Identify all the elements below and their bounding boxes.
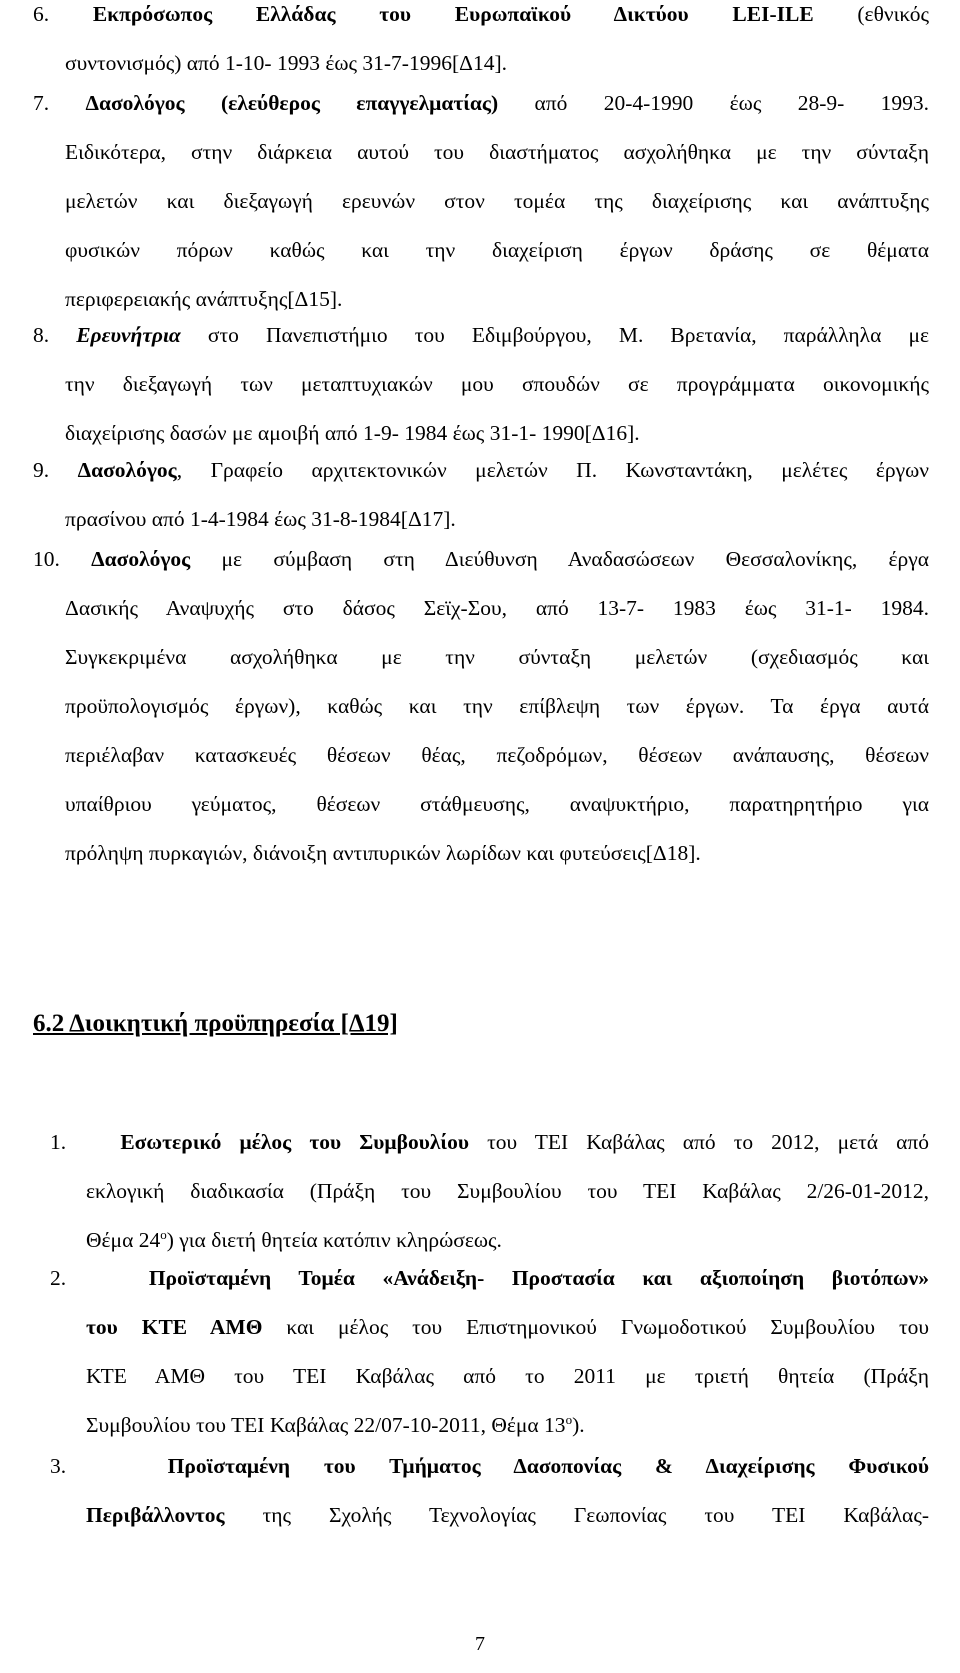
list-item	[33, 535, 929, 878]
list-item	[50, 1442, 929, 1540]
item-line: πρόληψη πυρκαγιών, διάνοιξη αντιπυρικών λωρίδων και φυτεύσεις[Δ18].	[65, 841, 701, 865]
list-item	[50, 1254, 929, 1450]
item-line: μελετών και διεξαγωγή ερευνών στον τομέα της διαχείρισης και ανάπτυξης	[65, 189, 929, 213]
item-line: διαχείρισης δασών με αμοιβή από 1-9- 1984 έως 31-1- 1990[Δ16].	[65, 421, 640, 445]
item-line: την διεξαγωγή των μεταπτυχιακών μου σπουδών σε προγράμματα οικονομικής	[65, 372, 929, 396]
item-line: ΚΤΕ ΑΜΘ του ΤΕΙ Καβάλας από το 2011 με τριετή θητεία (Πράξη	[86, 1364, 929, 1388]
item-line: Ειδικότερα, στην διάρκεια αυτού του διαστήματος ασχολήθηκα με την σύνταξη	[65, 140, 929, 164]
item-title: Προϊσταμένη του Τμήματος Δασοπονίας & Διαχείρισης Φυσικού	[167, 1454, 929, 1478]
section-heading: 6.2 Διοικητική προϋπηρεσία [Δ19]	[33, 1010, 398, 1037]
item-text: (εθνικός	[813, 2, 929, 26]
list-item	[33, 79, 929, 324]
item-number: 2.	[50, 1266, 67, 1290]
item-text: Συμβουλίου του ΤΕΙ Καβάλας 22/07-10-2011, Θέμα 13	[86, 1413, 566, 1437]
item-line: πρασίνου από 1-4-1984 έως 31-8-1984[Δ17].	[65, 507, 456, 531]
item-line: συντονισμός) από 1-10- 1993 έως 31-7-1996[Δ14].	[65, 51, 507, 75]
item-text: της Σχολής Τεχνολογίας Γεωπονίας του ΤΕΙ Καβάλας-	[224, 1503, 929, 1527]
item-text: στο Πανεπιστήμιο του Εδιμβούργου, Μ. Βρετανία, παράλληλα με	[180, 323, 929, 347]
item-title: Δασολόγος (ελεύθερος επαγγελματίας)	[85, 91, 499, 115]
item-title: Εσωτερικό μέλος του Συμβουλίου	[120, 1130, 469, 1154]
item-line: φυσικών πόρων καθώς και την διαχείριση έργων δράσης σε θέματα	[65, 238, 929, 262]
item-line: περιέλαβαν κατασκευές θέσεων θέας, πεζοδρόμων, θέσεων ανάπαυσης, θέσεων	[65, 743, 929, 767]
list-item	[33, 446, 929, 544]
item-text: Θέμα 24	[86, 1228, 161, 1252]
item-line: Δασικής Αναψυχής στο δάσος Σεϊχ-Σου, από 13-7- 1983 έως 31-1- 1984.	[65, 596, 929, 620]
item-line: υπαίθριου γεύματος, θέσεων στάθμευσης, αναψυκτήριο, παρατηρητήριο για	[65, 792, 929, 816]
item-line: Συγκεκριμένα ασχολήθηκα με την σύνταξη μελετών (σχεδιασμός και	[65, 645, 929, 669]
item-number: 9.	[33, 458, 50, 482]
superscript: ο	[565, 1411, 573, 1427]
item-text: από 20-4-1990 έως 28-9- 1993.	[498, 91, 929, 115]
item-text: ) για διετή θητεία κατόπιν κληρώσεως.	[166, 1228, 502, 1252]
list-item	[50, 1118, 929, 1265]
superscript: ο	[160, 1226, 167, 1242]
item-title-cont: Περιβάλλοντος	[86, 1503, 225, 1527]
item-number: 3.	[50, 1454, 67, 1478]
item-text: του ΤΕΙ Καβάλας από το 2012, μετά από	[469, 1130, 929, 1154]
list-item	[33, 311, 929, 458]
item-text: και μέλος του Επιστημονικού Γνωμοδοτικού Συμβουλίου του	[262, 1315, 929, 1339]
item-title: Προϊσταμένη Τομέα «Ανάδειξη- Προστασία και αξιοποίηση βιοτόπων»	[148, 1266, 929, 1290]
item-line: εκλογική διαδικασία (Πράξη του Συμβουλίου του ΤΕΙ Καβάλας 2/26-01-2012,	[86, 1179, 929, 1203]
item-text: , Γραφείο αρχιτεκτονικών μελετών Π. Κωνσταντάκη, μελέτες έργων	[176, 458, 929, 482]
item-number: 7.	[33, 91, 50, 115]
item-title: Δασολόγος	[77, 458, 177, 482]
item-number: 10.	[33, 547, 60, 571]
item-title: Ερευνήτρια	[76, 323, 181, 347]
item-number: 6.	[33, 2, 50, 26]
item-number: 1.	[50, 1130, 67, 1154]
item-title-cont: του ΚΤΕ ΑΜΘ	[86, 1315, 263, 1339]
list-item	[33, 0, 929, 88]
item-title: Εκπρόσωπος Ελλάδας του Ευρωπαϊκού Δικτύου LEI-ILE	[92, 2, 814, 26]
item-title: Δασολόγος	[91, 547, 191, 571]
item-text: με σύμβαση στη Διεύθυνση Αναδασώσεων Θεσσαλονίκης, έργα	[190, 547, 929, 571]
item-line: προϋπολογισμός έργων), καθώς και την επίβλεψη των έργων. Τα έργα αυτά	[65, 694, 929, 718]
page-number: 7	[475, 1633, 485, 1655]
item-number: 8.	[33, 323, 50, 347]
item-line: περιφερειακής ανάπτυξης[Δ15].	[65, 287, 343, 311]
item-text: ).	[572, 1413, 585, 1437]
